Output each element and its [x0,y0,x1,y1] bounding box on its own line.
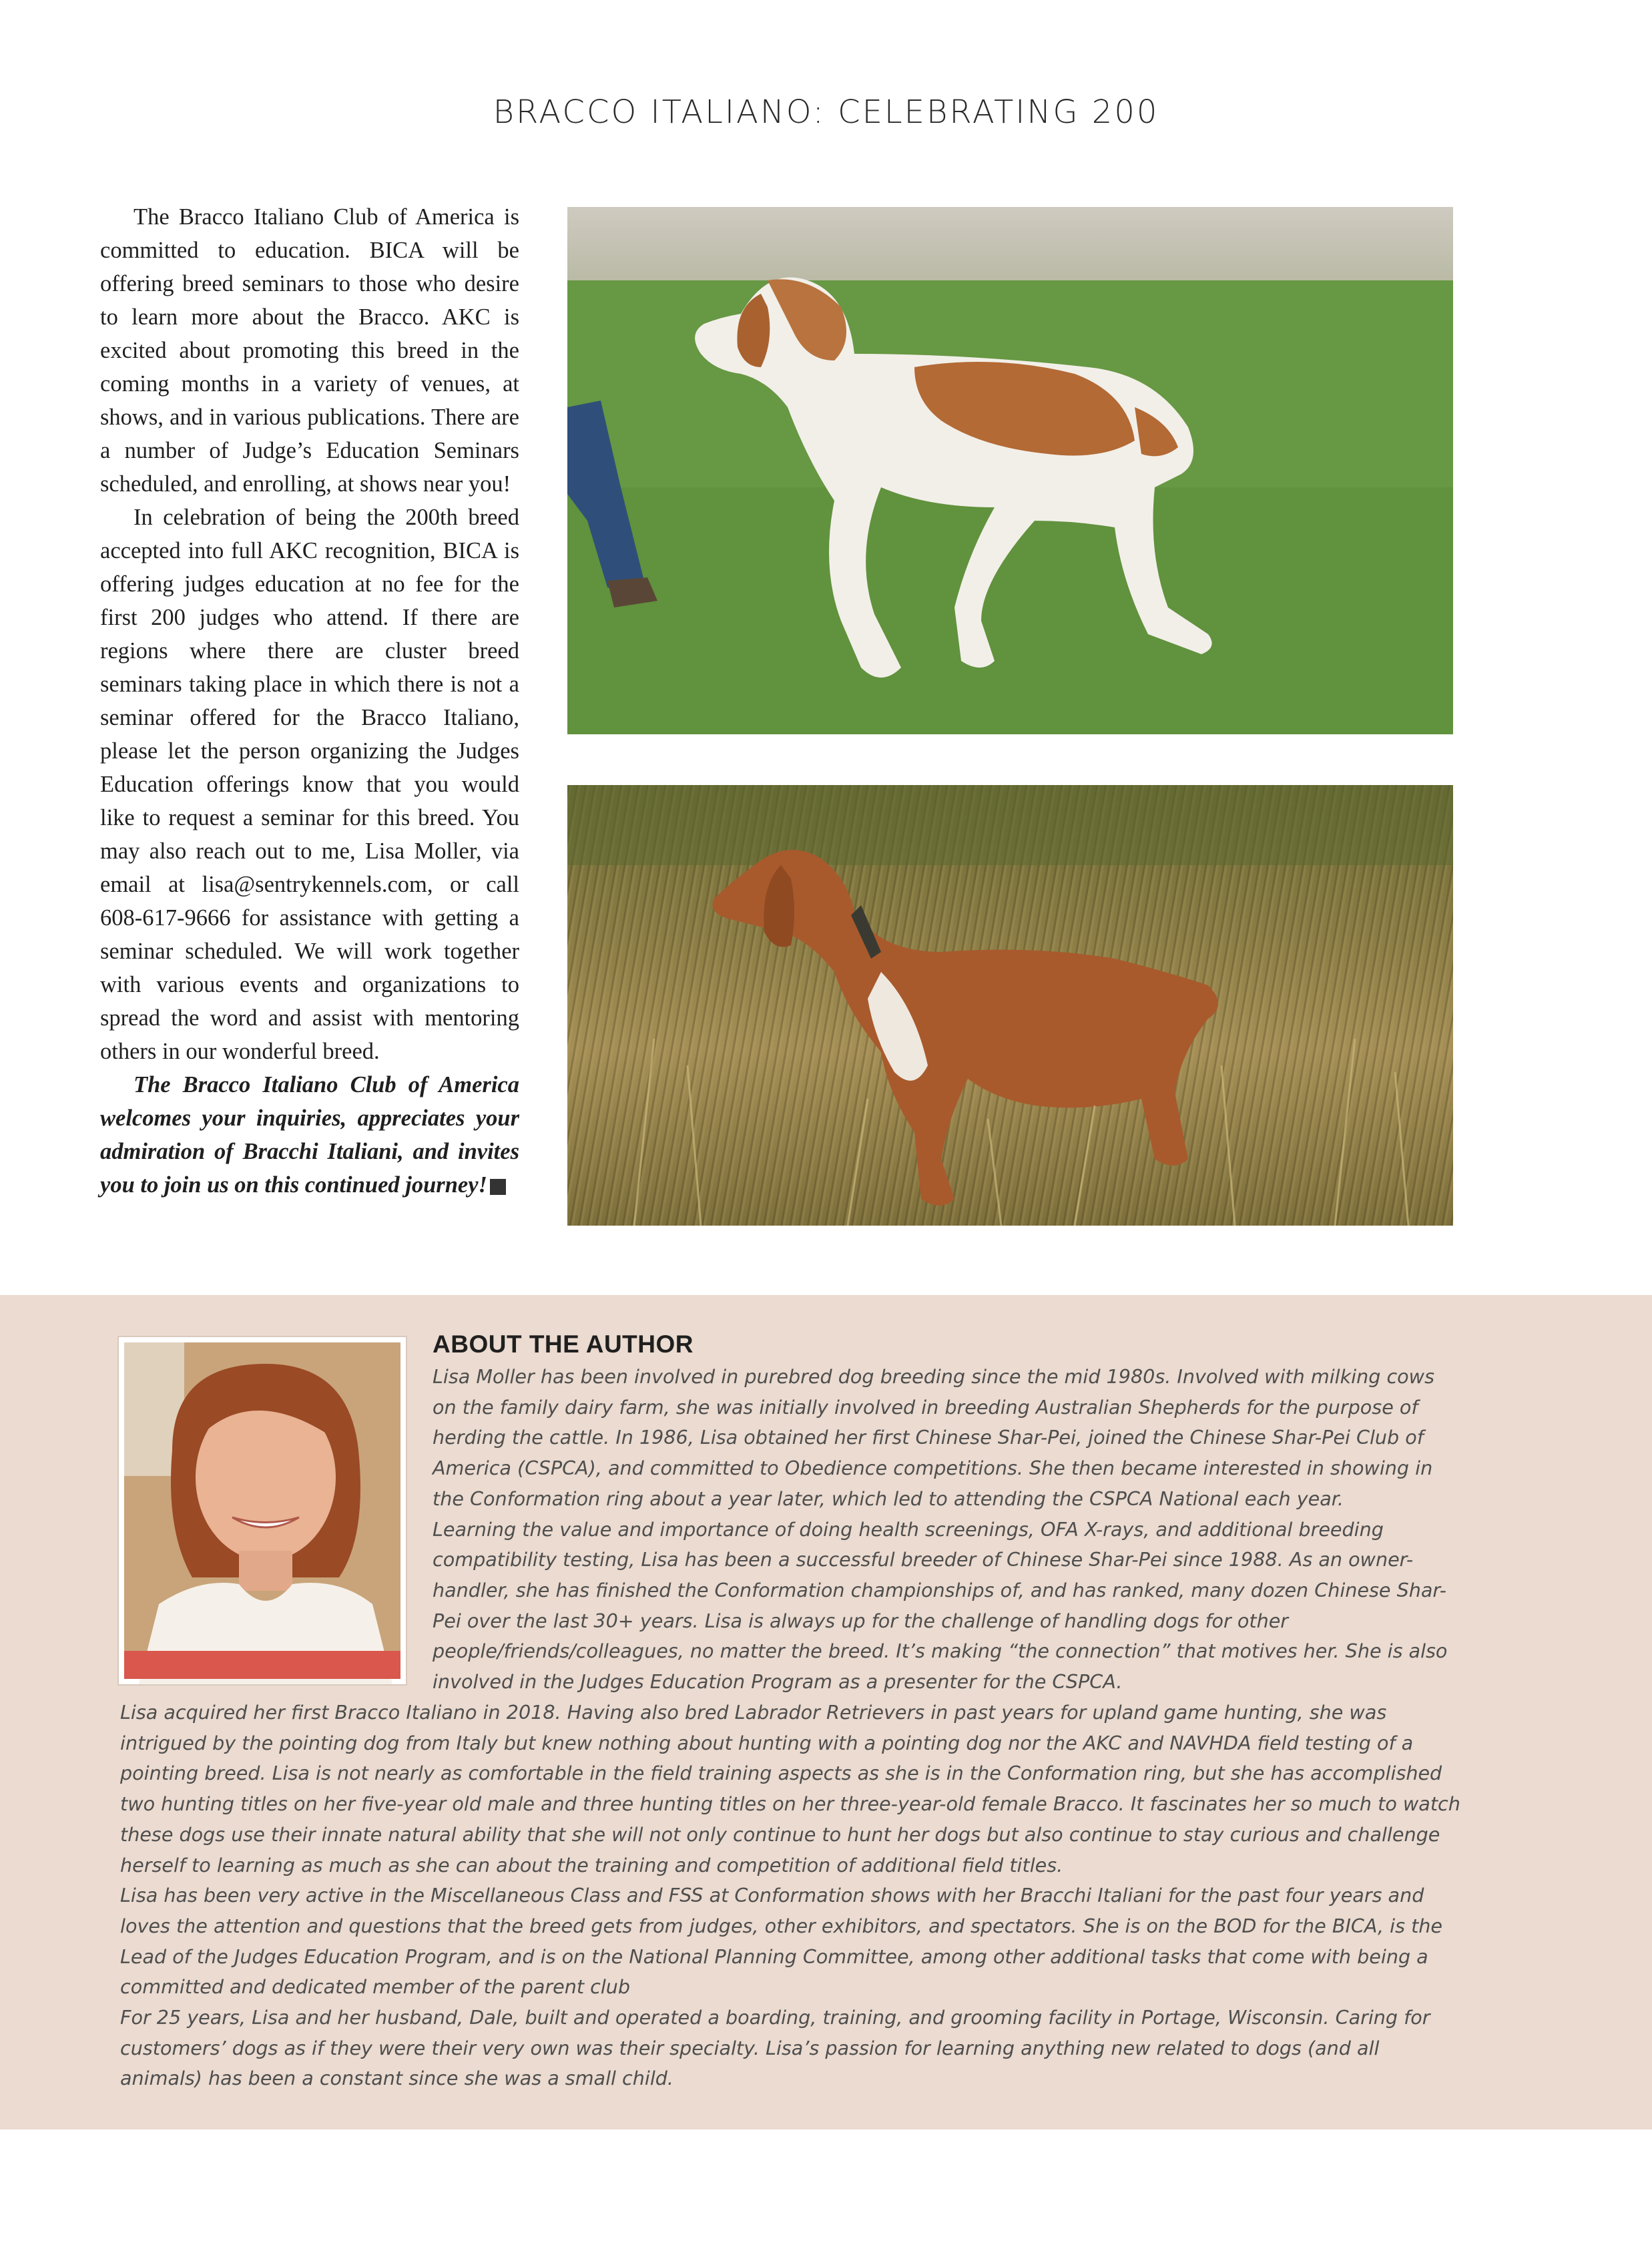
article-paragraph: The Bracco Italiano Club of America is committed to education. BICA will be offering breed seminars to those who desire to learn more about the Bracco. AKC is excited about promoting this breed in the coming months in a variety of venues, at shows, and in various publications. There are a number of Judge’s Education Seminars scheduled, and enrolling, at shows near you! [100,204,519,497]
author-bio-lower [120,1698,1462,2094]
bio-paragraph: Lisa acquired her first Bracco Italiano in 2018. Having also bred Labrador Retrievers in past years for upland game hunting, she was intrigued by the pointing dog from Italy but knew nothing about hunting with a pointing dog nor the AKC and NAVHDA field testing of a pointing breed. Lisa is not nearly as comfortable in the field training aspects as she is in the Conformation ring, but she has accomplished two hunting titles on her five-year old male and three hunting titles on her three-year-old female Bracco. It fascinates her so much to watch these dogs use their innate natural ability that she will not only continue to hunt her dogs but also continue to stay curious and challenge herself to learning as much as she can about the training and competition of additional field titles. [120,1701,1460,1876]
author-portrait-photo [119,1337,406,1684]
about-author-heading: ABOUT THE AUTHOR [433,1330,694,1358]
closing-text: The Bracco Italiano Club of America welcomes your inquiries, appreciates your admiration of Bracchi Italiani, and invites you to join us on this continued journey! [100,1072,519,1198]
trotting-dog-photo [567,207,1453,734]
article-column [100,200,519,1202]
bio-paragraph: Lisa has been very active in the Miscellaneous Class and FSS at Conformation shows with her Bracchi Italiani for the past four years and loves the attention and questions that the breed gets from judges, other exhibitors, and spectators. She is on the BOD for the BICA, is the Lead of the Judges Education Program, and is on the National Planning Committee, among other additional tasks that come with being a committed and dedicated member of the parent club [120,1884,1442,1999]
bio-paragraph: Learning the value and importance of doing health screenings, OFA X-rays, and additional breeding compatibility testing, Lisa has been a successful breeder of Chinese Shar-Pei since 1988. As an owner-handler, she has finished the Conformation championships of, and has ranked, many dozen Chinese Shar-Pei over the last 30+ years. Lisa is always up for the challenge of handling dogs for other people/friends/colleagues, no matter the breed. It’s making “the connection” that motives her. She is also involved in the Judges Education Program as a presenter for the CSPCA. [433,1517,1448,1694]
bio-paragraph: Lisa Moller has been involved in purebred dog breeding since the mid 1980s. Involved with milking cows on the family dairy farm, she was initially involved in breeding Australian Shepherds for the purpose of herding the cattle. In 1986, Lisa obtained her first Chinese Shar-Pei, joined the Chinese Shar-Pei Club of America (CSPCA), and committed to Obedience competitions. She then became interested in showing in the Conformation ring about a year later, which led to attending the CSPCA National each year. [433,1365,1434,1510]
article-paragraph: In celebration of being the 200th breed accepted into full AKC recognition, BICA is offering judges education at no fee for the first 200 judges who attend. If there are regions where there are cluster breed seminars taking place in which there is not a seminar offered for the Bracco Italiano, please let the person organizing the Judges Education offerings know that you would like to request a seminar for this breed. You may also reach out to me, Lisa Moller, via email at lisa@sentrykennels.com, or call 608-617-9666 for assistance with getting a seminar scheduled. We will work together with various events and organizations to spread the word and assist with mentoring others in our wonderful breed. [100,505,519,1064]
pointing-dog-photo [567,785,1453,1226]
page-title: BRACCO ITALIANO: CELEBRATING 200 [493,93,1159,131]
author-portrait-illustration [119,1337,406,1684]
end-mark-icon [490,1179,506,1195]
trotting-dog-illustration [567,207,1453,734]
pointing-dog-illustration [567,785,1453,1226]
article-closing [100,1068,519,1202]
author-bio-upper [433,1362,1460,1698]
bio-paragraph: For 25 years, Lisa and her husband, Dale, built and operated a boarding, training, and grooming facility in Portage, Wisconsin. Caring for customers’ dogs as if they were their very own was their specialty. Lisa’s passion for learning anything new related to dogs (and all animals) has been a constant since she was a small child. [120,2006,1430,2090]
